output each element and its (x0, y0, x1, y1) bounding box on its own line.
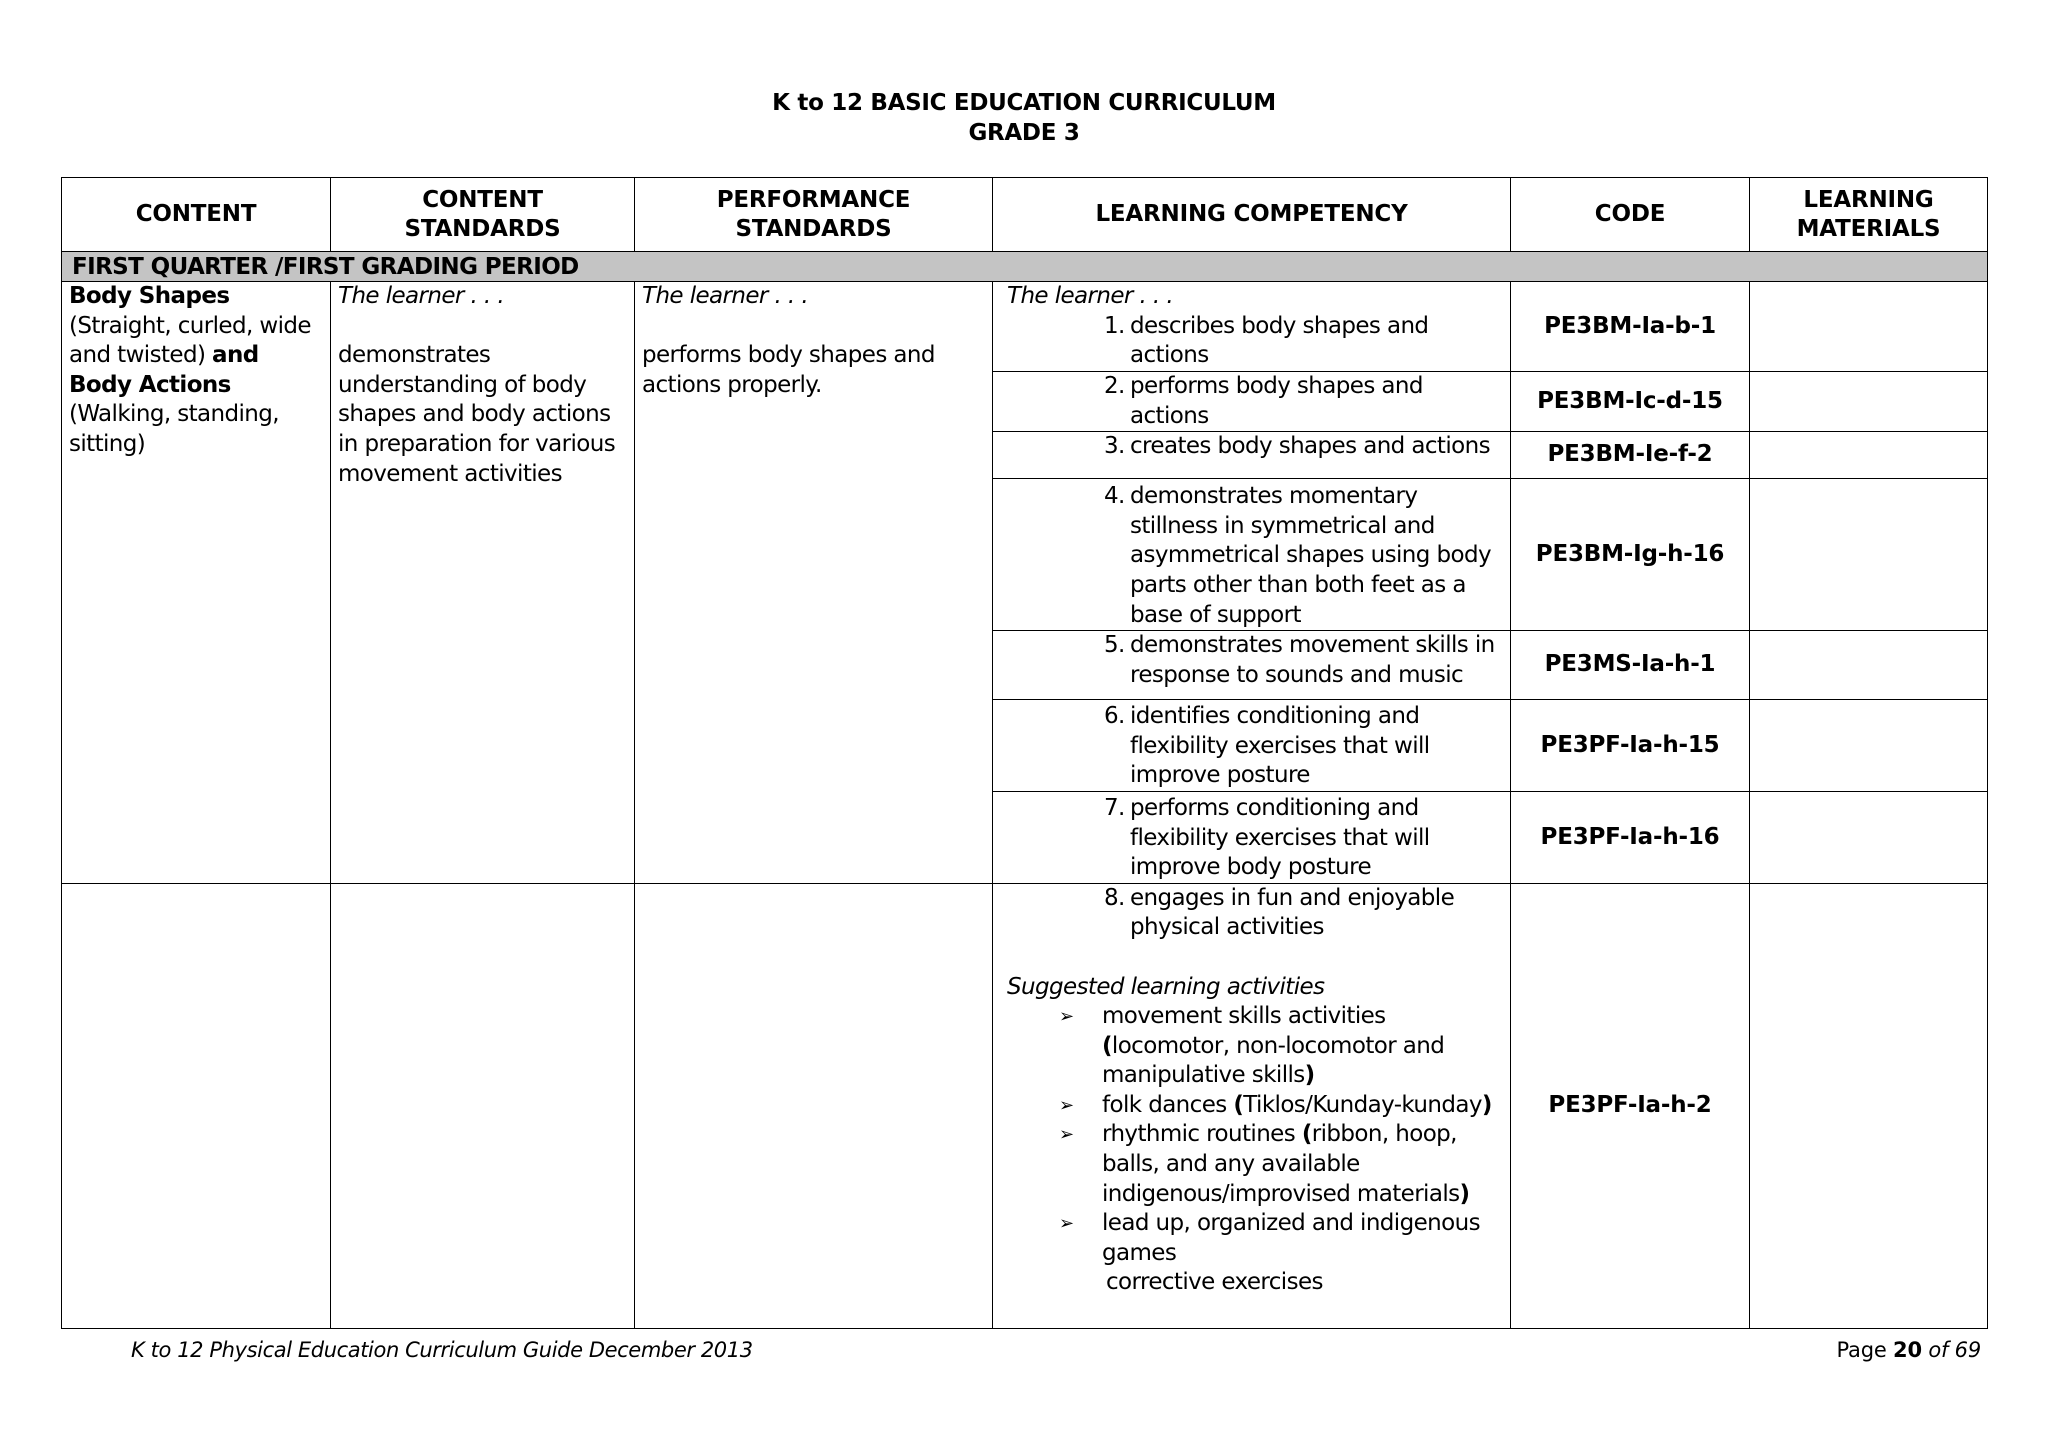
code-cell: PE3BM-Ig-h-16 (1511, 479, 1750, 631)
quarter-row (62, 252, 1988, 282)
performance-standards-cell (635, 282, 993, 884)
document-title (0, 88, 2048, 148)
content-standards-cell (331, 282, 635, 884)
col-header-learning-competency: LEARNING COMPETENCY (993, 178, 1511, 252)
title-line-1: K to 12 BASIC EDUCATION CURRICULUM (772, 90, 1276, 116)
materials-cell (1750, 791, 1988, 883)
arrow-bullet-icon: ➢ (1059, 1213, 1074, 1235)
col-header-code: CODE (1511, 178, 1750, 252)
competency-cell-1 (993, 282, 1511, 372)
arrow-bullet-icon: ➢ (1059, 1006, 1074, 1028)
code-cell: PE3BM-Ie-f-2 (1511, 432, 1750, 479)
table-header-row (62, 178, 1988, 252)
list-item: 1. describes body shapes and actions (1104, 312, 1429, 369)
performance-standards-text: performs body shapes and actions properly. (642, 342, 935, 398)
competency-cell-5: 5. demonstrates movement skills in response to sounds and music (993, 631, 1511, 700)
quarter-label: FIRST QUARTER /FIRST GRADING PERIOD (62, 252, 1988, 282)
code-cell: PE3PF-Ia-h-16 (1511, 791, 1750, 883)
code-cell: PE3BM-Ic-d-15 (1511, 372, 1750, 432)
col-header-content: CONTENT (62, 178, 331, 252)
content-standards-cell-empty (331, 883, 635, 1328)
table-row (62, 883, 1988, 1328)
col-header-learning-materials: LEARNING MATERIALS (1750, 178, 1988, 252)
code-cell: PE3MS-Ia-h-1 (1511, 631, 1750, 700)
competency-cell-4: 4. demonstrates momentary stillness in symmetrical and asymmetrical shapes using body parts other than both feet as a base of support (993, 479, 1511, 631)
col-header-performance-standards: PERFORMANCE STANDARDS (635, 178, 993, 252)
content-standards-intro: The learner . . . (338, 283, 505, 309)
code-cell: PE3PF-Ia-h-15 (1511, 700, 1750, 792)
materials-cell (1750, 479, 1988, 631)
suggested-activities-list (1059, 1002, 1500, 1268)
arrow-bullet-icon: ➢ (1059, 1094, 1074, 1116)
footer-guide-title: K to 12 Physical Education Curriculum Guide December 2013 (131, 1338, 753, 1362)
suggested-tail: corrective exercises (1106, 1269, 1323, 1296)
content-cell-empty (62, 883, 331, 1328)
list-item: ➢ folk dances (Tiklos/Kunday-kunday) (1059, 1091, 1500, 1121)
competency-cell-8: 8. engages in fun and enjoyable physical activities Suggested learning activities ➢ movement skills activities (locomotor, non-locomotor and manipulative skills) ➢ folk dances (Tiklos/Kunday-kunday) ➢ rhythmic routines (ribbon, hoop, balls, and any available indigenous/improvised materials) ➢ lead up, organized and indigenous games corrective exercises (993, 883, 1511, 1328)
suggested-heading: Suggested learning activities (1007, 973, 1325, 1000)
competency-intro: The learner . . . (1007, 283, 1174, 309)
list-item: ➢ rhythmic routines (ribbon, hoop, balls, and any available indigenous/improvised materials) (1059, 1120, 1500, 1209)
content-standards-text: demonstrates understanding of body shapes and body actions in preparation for various movement activities (338, 342, 616, 487)
performance-standards-cell-empty (635, 883, 993, 1328)
materials-cell (1750, 432, 1988, 479)
materials-cell (1750, 282, 1988, 372)
list-item: ➢ movement skills activities (locomotor, non-locomotor and manipulative skills) (1059, 1002, 1500, 1091)
materials-cell (1750, 631, 1988, 700)
competency-cell-7: 7. performs conditioning and flexibility exercises that will improve body posture (993, 791, 1511, 883)
arrow-bullet-icon: ➢ (1059, 1124, 1074, 1146)
materials-cell (1750, 372, 1988, 432)
competency-cell-6: 6. identifies conditioning and flexibility exercises that will improve posture (993, 700, 1511, 792)
table-row (62, 282, 1988, 372)
page-number: Page 20 of 69 (1836, 1338, 1981, 1362)
code-cell: PE3PF-Ia-h-2 (1511, 883, 1750, 1328)
competency-cell-2: 2. performs body shapes and actions (993, 372, 1511, 432)
curriculum-table (61, 177, 1988, 1329)
competency-cell-3: 3. creates body shapes and actions (993, 432, 1511, 479)
code-cell: PE3BM-Ia-b-1 (1511, 282, 1750, 372)
content-cell: Body Shapes (Straight, curled, wide and twisted) and Body Actions (Walking, standing, sitting) (62, 282, 331, 884)
performance-standards-intro: The learner . . . (642, 283, 809, 309)
col-header-content-standards: CONTENT STANDARDS (331, 178, 635, 252)
list-item: ➢ lead up, organized and indigenous games (1059, 1209, 1500, 1268)
materials-cell (1750, 700, 1988, 792)
title-line-2: GRADE 3 (968, 120, 1080, 146)
materials-cell (1750, 883, 1988, 1328)
